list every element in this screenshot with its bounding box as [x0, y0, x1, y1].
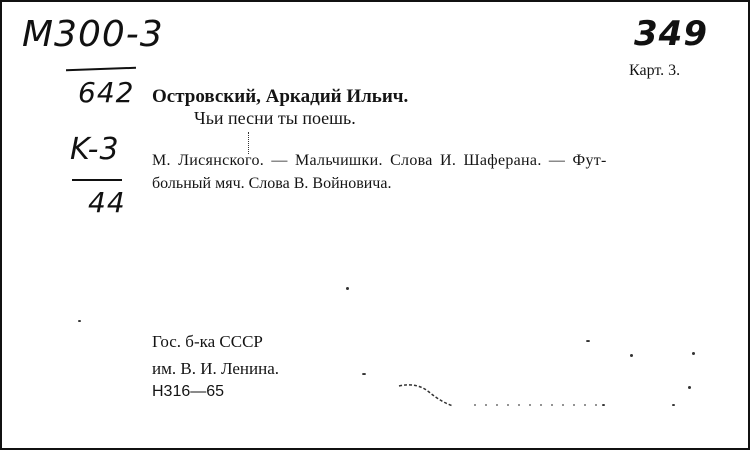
handwritten-shelf-number: 642 [78, 76, 135, 109]
scan-dots [472, 400, 602, 410]
scan-speck [602, 404, 605, 406]
handwritten-shelf-mark: M300-3 [22, 14, 164, 55]
dotted-mark [248, 132, 250, 154]
library-line-2: им. В. И. Ленина. [152, 359, 280, 378]
scan-speck [630, 354, 633, 357]
scan-speck [672, 404, 675, 406]
author-heading: Островский, Аркадий Ильич. [152, 86, 409, 107]
handwritten-rule-bottom [72, 179, 122, 181]
handwritten-code: K-3 [70, 132, 120, 167]
handwritten-code-number: 44 [88, 186, 126, 219]
library-code: Н316—65 [152, 383, 225, 400]
contents-line-2: больный мяч. Слова В. Войновича. [152, 175, 392, 192]
scan-speck [78, 320, 81, 322]
handwritten-rule-top [66, 67, 136, 71]
work-title: Чьи песни ты поешь. [194, 108, 356, 128]
scan-speck [346, 287, 349, 290]
scan-speck [362, 373, 366, 375]
scan-speck [692, 352, 695, 355]
handwritten-card-number: 349 [634, 14, 708, 54]
scan-speck [688, 386, 691, 389]
card-label: Карт. 3. [629, 62, 681, 79]
library-line-1: Гос. б-ка СССР [152, 332, 263, 351]
scan-smudge [397, 380, 457, 410]
contents-line-1: М. Лисянского. — Мальчишки. Слова И. Шаферана. — Фут- [152, 152, 607, 169]
scan-speck [586, 340, 590, 342]
